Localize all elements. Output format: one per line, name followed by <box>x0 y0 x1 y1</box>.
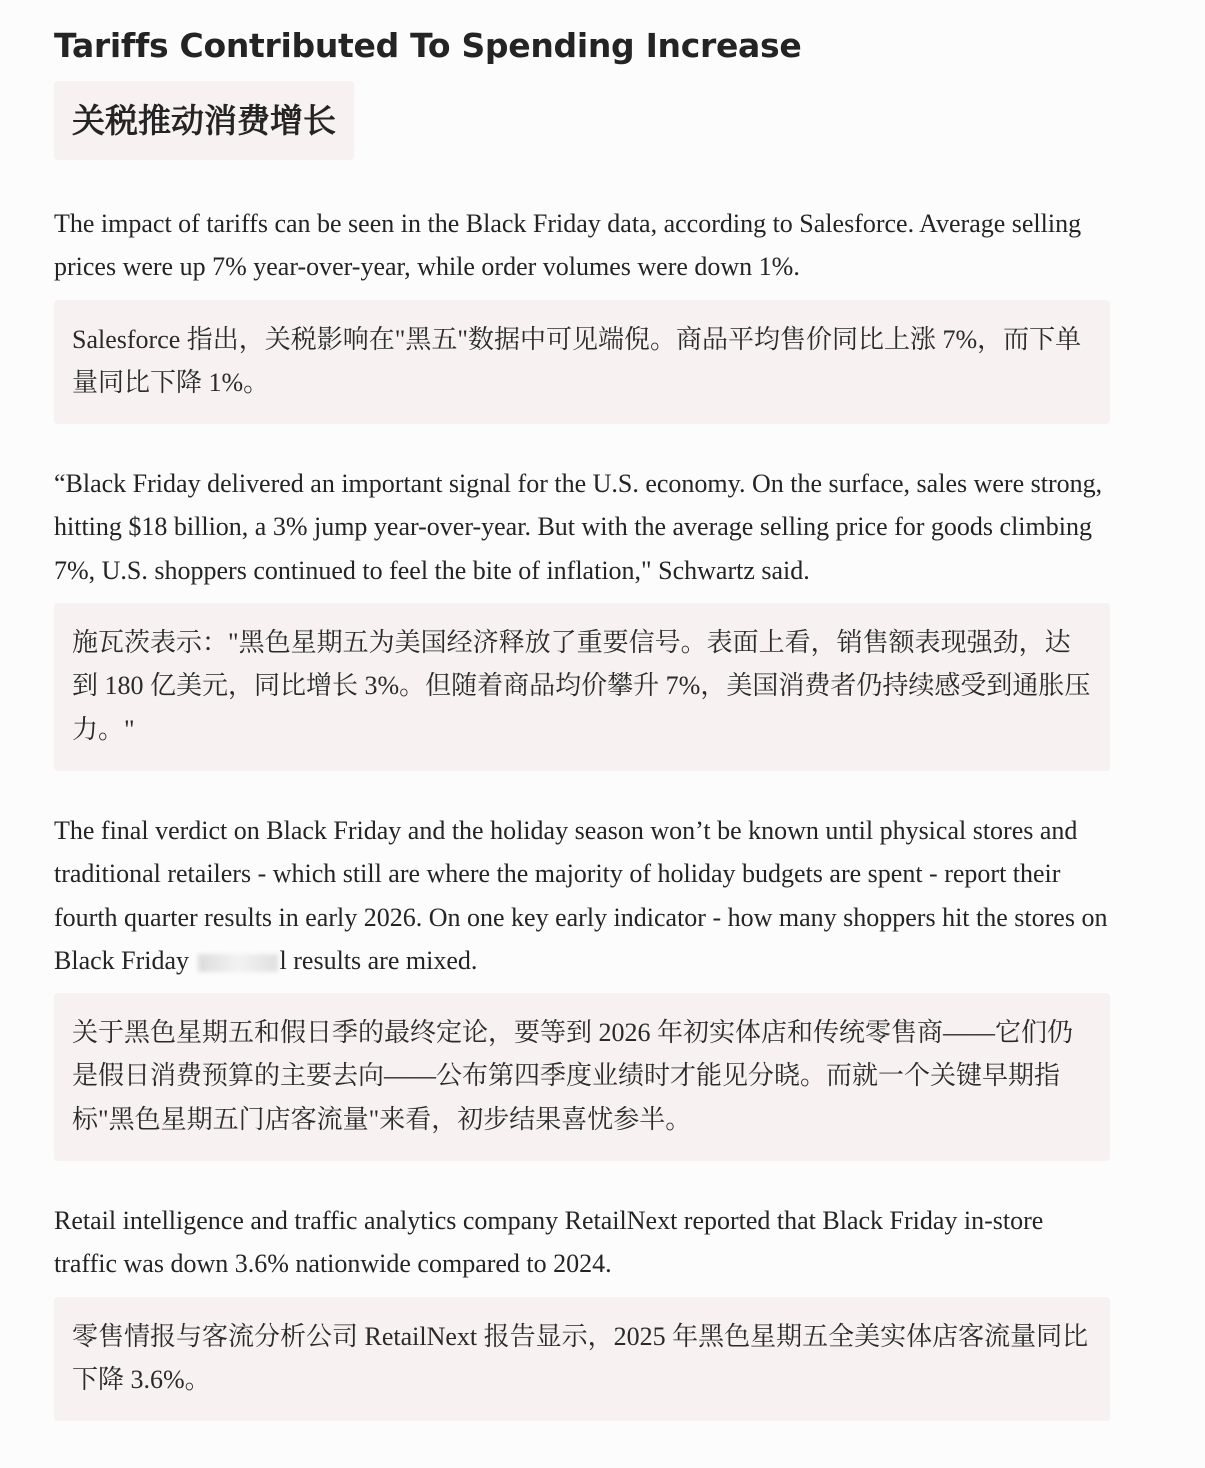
translation-quote-schwartz: 施瓦茨表示："黑色星期五为美国经济释放了重要信号。表面上看，销售额表现强劲，达到 180 亿美元，同比增长 3%。但随着商品均价攀升 7%，美国消费者仍持续感受到通胀压力。" <box>54 603 1110 771</box>
translation-salesforce: Salesforce 指出，关税影响在"黑五"数据中可见端倪。商品平均售价同比上涨 7%，而下单量同比下降 1%。 <box>54 300 1110 425</box>
paragraph-retailnext: Retail intelligence and traffic analytics company RetailNext reported that Black Friday in-store traffic was down 3.6% nationwide compared to 2024. <box>54 1206 1044 1279</box>
paragraph-final-verdict-tail: l results are mixed. <box>279 945 478 975</box>
article-content <box>54 0 1110 1421</box>
paragraph-final-verdict <box>54 809 1110 982</box>
paragraph-final-verdict-text: The final verdict on Black Friday and the holiday season won’t be known until physical stores and traditional retailers - which still are where the majority of holiday budgets are spent - report their fourth quarter results in early 2026. On one key early indicator - how many shoppers hit the stores on Black Friday <box>54 815 1108 975</box>
paragraph-quote-schwartz: “Black Friday delivered an important signal for the U.S. economy. On the surface, sales were strong, hitting $18 billion, a 3% jump year-over-year. But with the average selling price for goods climbing 7%, U.S. shoppers continued to feel the bite of inflation," Schwartz said. <box>54 469 1103 585</box>
paragraph-salesforce: The impact of tariffs can be seen in the Black Friday data, according to Salesforce. Average selling prices were up 7% year-over-year, while order volumes were down 1%. <box>54 209 1082 282</box>
translation-retailnext: 零售情报与客流分析公司 RetailNext 报告显示，2025 年黑色星期五全美实体店客流量同比下降 3.6%。 <box>54 1297 1110 1422</box>
section-heading-translation: 关税推动消费增长 <box>54 81 354 160</box>
translation-final-verdict: 关于黑色星期五和假日季的最终定论，要等到 2026 年初实体店和传统零售商——它们仍是假日消费预算的主要去向——公布第四季度业绩时才能见分晓。而就一个关键早期指标"黑色星期五门店客流量"来看，初步结果喜忧参半。 <box>54 993 1110 1161</box>
section-heading: Tariffs Contributed To Spending Increase <box>54 26 802 65</box>
redacted-text <box>198 954 278 972</box>
